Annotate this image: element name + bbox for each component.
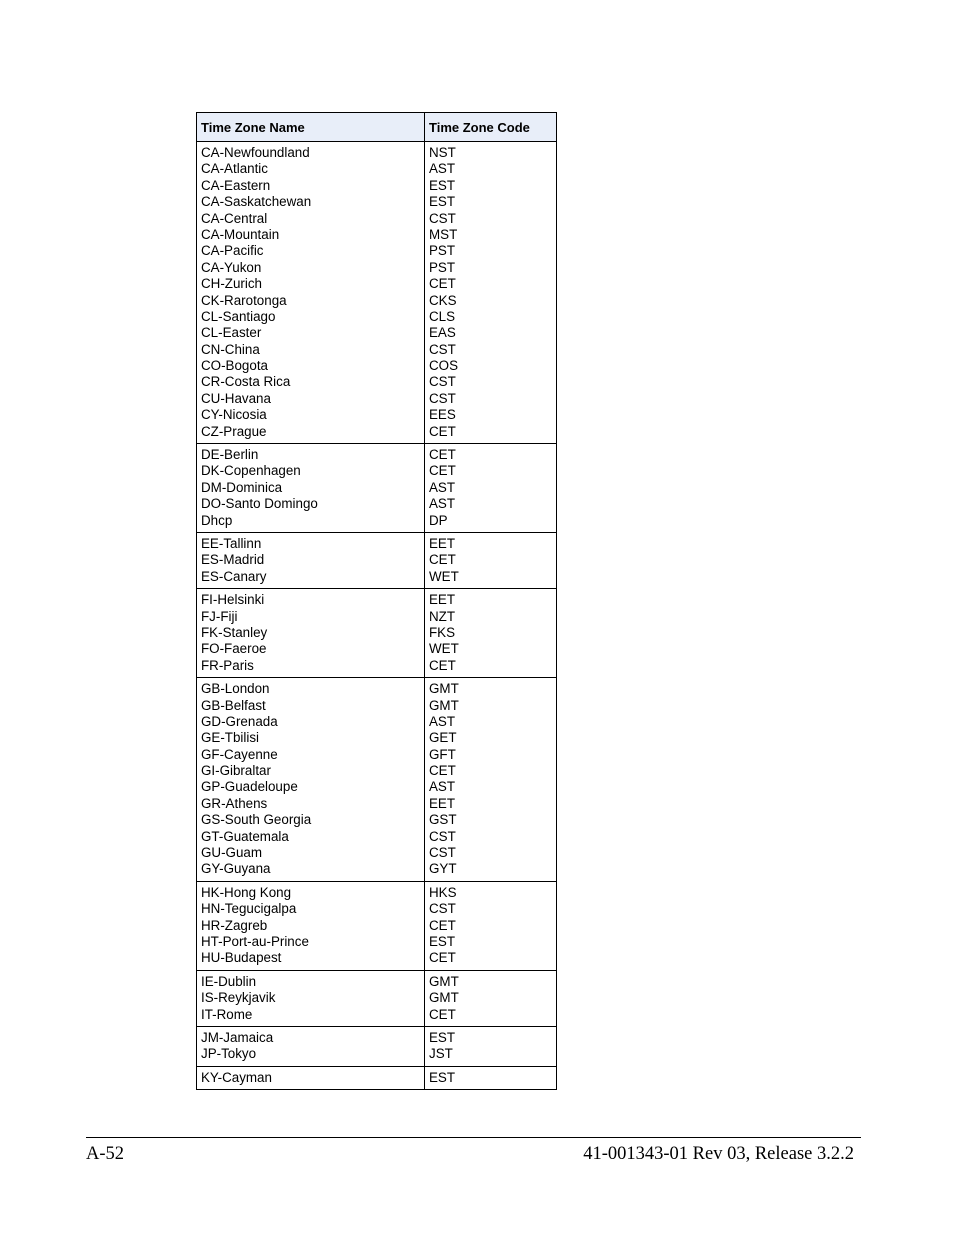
- time-zone-code: MST: [429, 226, 458, 242]
- time-zone-name: Dhcp: [201, 512, 233, 528]
- time-zone-name: IS-Reykjavik: [201, 990, 276, 1006]
- time-zone-code: GFT: [429, 746, 456, 762]
- time-zone-name: GE-Tbilisi: [201, 730, 260, 746]
- time-zone-name: FK-Stanley: [201, 624, 268, 640]
- time-zone-code: CET: [429, 763, 456, 779]
- time-zone-code-cell: [425, 881, 557, 970]
- time-zone-name: CL-Easter: [201, 325, 262, 341]
- time-zone-name: IE-Dublin: [201, 973, 257, 989]
- time-zone-code: AST: [429, 496, 456, 512]
- time-zone-name-cell: [197, 142, 425, 444]
- table-row: [197, 142, 557, 444]
- time-zone-name: CN-China: [201, 341, 260, 357]
- time-zone-code: GMT: [429, 697, 459, 713]
- time-zone-code: CST: [429, 845, 456, 861]
- time-zone-name: FR-Paris: [201, 657, 254, 673]
- time-zone-code: CET: [429, 657, 456, 673]
- time-zone-code: PST: [429, 259, 456, 275]
- time-zone-name: FO-Faeroe: [201, 641, 267, 657]
- time-zone-code: CKS: [429, 292, 457, 308]
- time-zone-code: CST: [429, 341, 456, 357]
- time-zone-name: CZ-Prague: [201, 423, 267, 439]
- time-zone-code: EST: [429, 1029, 456, 1045]
- time-zone-name: GP-Guadeloupe: [201, 779, 298, 795]
- time-zone-name: HT-Port-au-Prince: [201, 933, 309, 949]
- time-zone-name: CU-Havana: [201, 390, 271, 406]
- time-zone-code: CET: [429, 423, 456, 439]
- time-zone-name: HU-Budapest: [201, 950, 282, 966]
- time-zone-table: [196, 112, 557, 1090]
- time-zone-code: GST: [429, 812, 457, 828]
- table-row: [197, 1066, 557, 1089]
- time-zone-code: JST: [429, 1046, 453, 1062]
- time-zone-name-cell: [197, 532, 425, 588]
- table-header-row: [197, 113, 557, 142]
- time-zone-code: CST: [429, 390, 456, 406]
- time-zone-name: GT-Guatemala: [201, 828, 289, 844]
- time-zone-code: CST: [429, 210, 456, 226]
- time-zone-name-cell: [197, 444, 425, 533]
- time-zone-name-cell: [197, 589, 425, 678]
- time-zone-code-cell: [425, 1026, 557, 1066]
- time-zone-code: EST: [429, 194, 456, 210]
- time-zone-code-cell: [425, 589, 557, 678]
- time-zone-code-cell: [425, 1066, 557, 1089]
- time-zone-name: GY-Guyana: [201, 861, 271, 877]
- table-row: [197, 1026, 557, 1066]
- time-zone-name: DK-Copenhagen: [201, 463, 301, 479]
- time-zone-name: CA-Newfoundland: [201, 145, 310, 160]
- time-zone-name: CK-Rarotonga: [201, 292, 287, 308]
- time-zone-name: CA-Yukon: [201, 259, 262, 275]
- time-zone-code: GET: [429, 730, 457, 746]
- time-zone-code: CET: [429, 950, 456, 966]
- time-zone-name: JP-Tokyo: [201, 1046, 257, 1062]
- time-zone-code: AST: [429, 161, 456, 177]
- time-zone-code: GYT: [429, 861, 457, 877]
- time-zone-name: CA-Atlantic: [201, 161, 268, 177]
- time-zone-name: GI-Gibraltar: [201, 763, 271, 779]
- document-id: 41-001343-01 Rev 03, Release 3.2.2: [583, 1144, 854, 1164]
- time-zone-name: CR-Costa Rica: [201, 374, 291, 390]
- table-body: [197, 142, 557, 1090]
- time-zone-code: NZT: [429, 608, 456, 624]
- time-zone-code: AST: [429, 779, 456, 795]
- time-zone-code: CET: [429, 1006, 456, 1022]
- time-zone-code: EET: [429, 535, 456, 551]
- time-zone-name: GB-London: [201, 681, 270, 697]
- time-zone-name: HR-Zagreb: [201, 917, 268, 933]
- time-zone-code: WET: [429, 568, 459, 584]
- time-zone-code: EES: [429, 407, 456, 423]
- time-zone-code: CLS: [429, 308, 456, 324]
- table-row: [197, 589, 557, 678]
- time-zone-code: EET: [429, 592, 456, 608]
- time-zone-name: IT-Rome: [201, 1006, 253, 1022]
- time-zone-name: CA-Central: [201, 210, 268, 226]
- time-zone-code: HKS: [429, 884, 457, 900]
- time-zone-name: CA-Saskatchewan: [201, 194, 312, 210]
- time-zone-code-cell: [425, 142, 557, 444]
- time-zone-code-cell: [425, 970, 557, 1026]
- table-row: [197, 881, 557, 970]
- time-zone-code: EST: [429, 177, 456, 193]
- time-zone-code: WET: [429, 641, 459, 657]
- time-zone-name: FI-Helsinki: [201, 592, 265, 608]
- time-zone-name-cell: [197, 1066, 425, 1089]
- time-zone-name: CA-Pacific: [201, 243, 264, 259]
- time-zone-code: GMT: [429, 681, 459, 697]
- time-zone-code: CET: [429, 917, 456, 933]
- time-zone-code: COS: [429, 358, 459, 374]
- time-zone-code: CST: [429, 828, 456, 844]
- time-zone-code: DP: [429, 512, 448, 528]
- time-zone-code: CET: [429, 447, 456, 463]
- table-row: [197, 532, 557, 588]
- time-zone-name: CO-Bogota: [201, 358, 268, 374]
- time-zone-name: CH-Zurich: [201, 276, 263, 292]
- time-zone-code-cell: [425, 678, 557, 882]
- time-zone-name-cell: [197, 678, 425, 882]
- time-zone-code: CET: [429, 276, 456, 292]
- table-row: [197, 970, 557, 1026]
- time-zone-name: CY-Nicosia: [201, 407, 267, 423]
- time-zone-code-cell: [425, 532, 557, 588]
- time-zone-name: CL-Santiago: [201, 308, 276, 324]
- time-zone-name: HK-Hong Kong: [201, 884, 292, 900]
- time-zone-name-cell: [197, 1026, 425, 1066]
- time-zone-name: DO-Santo Domingo: [201, 496, 318, 512]
- table-row: [197, 444, 557, 533]
- page-number: A-52: [86, 1144, 125, 1164]
- time-zone-name: GR-Athens: [201, 795, 268, 811]
- time-zone-name: GD-Grenada: [201, 713, 278, 729]
- header-time-zone-name: Time Zone Name: [197, 113, 425, 142]
- time-zone-code: EST: [429, 1069, 456, 1085]
- time-zone-code: GMT: [429, 973, 459, 989]
- time-zone-code: EET: [429, 795, 456, 811]
- time-zone-code: AST: [429, 713, 456, 729]
- time-zone-name: KY-Cayman: [201, 1069, 272, 1085]
- time-zone-code: NST: [429, 145, 456, 160]
- time-zone-name: GS-South Georgia: [201, 812, 312, 828]
- time-zone-code: PST: [429, 243, 456, 259]
- time-zone-name: GF-Cayenne: [201, 746, 278, 762]
- time-zone-name: JM-Jamaica: [201, 1029, 274, 1045]
- time-zone-name-cell: [197, 970, 425, 1026]
- time-zone-code: CST: [429, 374, 456, 390]
- time-zone-name: HN-Tegucigalpa: [201, 901, 297, 917]
- time-zone-code: GMT: [429, 990, 459, 1006]
- time-zone-name: CA-Mountain: [201, 226, 280, 242]
- header-time-zone-code: Time Zone Code: [425, 113, 557, 142]
- time-zone-name: GU-Guam: [201, 845, 263, 861]
- time-zone-code: CST: [429, 901, 456, 917]
- time-zone-name: ES-Madrid: [201, 552, 265, 568]
- time-zone-name: FJ-Fiji: [201, 608, 238, 624]
- time-zone-code: FKS: [429, 624, 456, 640]
- time-zone-code-cell: [425, 444, 557, 533]
- time-zone-name: GB-Belfast: [201, 697, 266, 713]
- time-zone-code: CET: [429, 463, 456, 479]
- time-zone-name: EE-Tallinn: [201, 535, 262, 551]
- time-zone-name: DM-Dominica: [201, 479, 283, 495]
- footer-divider: [86, 1137, 861, 1138]
- time-zone-name: DE-Berlin: [201, 447, 259, 463]
- time-zone-name: CA-Eastern: [201, 177, 271, 193]
- time-zone-name-cell: [197, 881, 425, 970]
- table-row: [197, 678, 557, 882]
- time-zone-code: EST: [429, 933, 456, 949]
- time-zone-code: CET: [429, 552, 456, 568]
- time-zone-name: ES-Canary: [201, 568, 267, 584]
- time-zone-code: EAS: [429, 325, 456, 341]
- time-zone-code: AST: [429, 479, 456, 495]
